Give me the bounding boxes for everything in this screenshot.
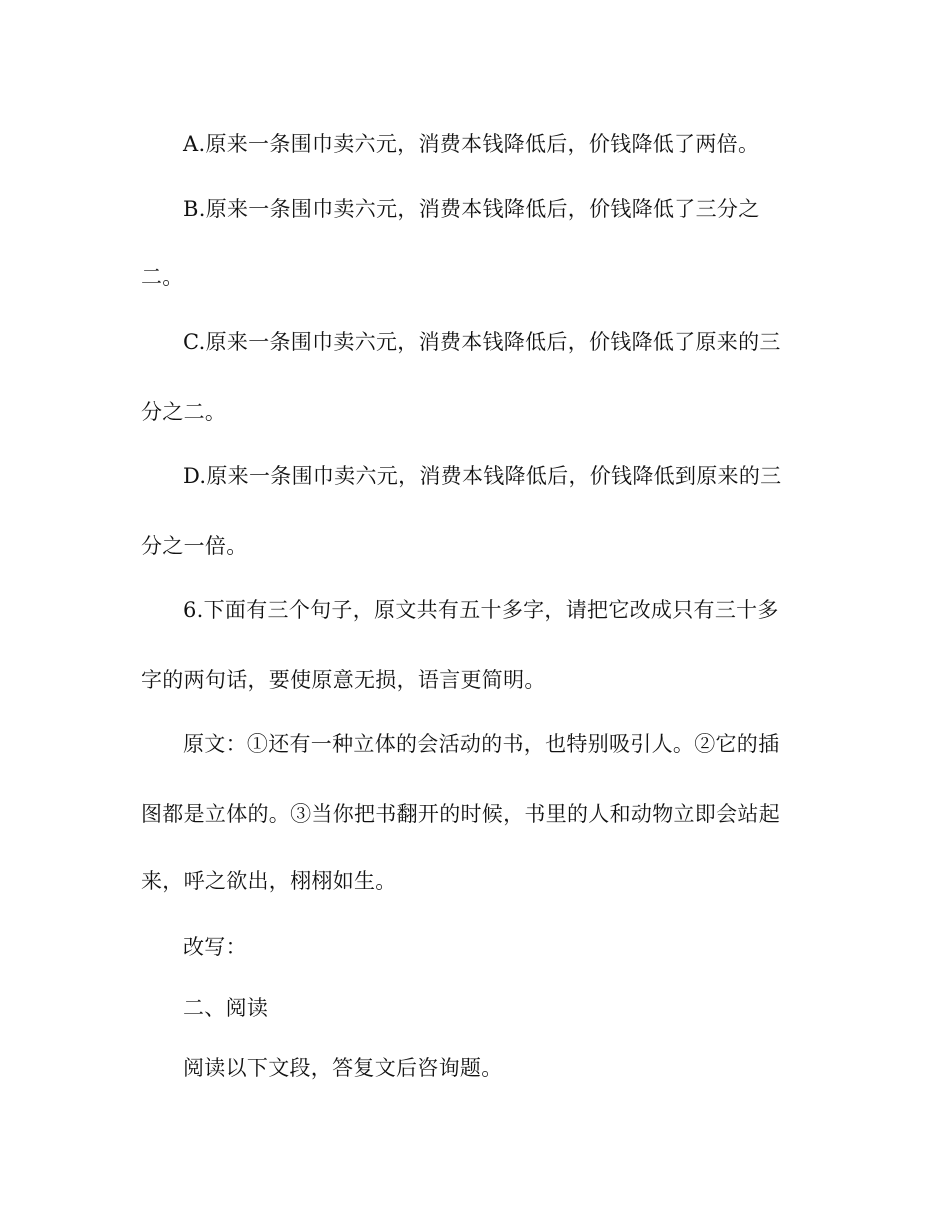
option-b-text: B.原来一条围巾卖六元，消费本钱降低后，价钱降低了三分之 xyxy=(183,197,760,221)
section-heading-reading: 二、阅读 xyxy=(183,996,269,1020)
option-d-text: D.原来一条围巾卖六元，消费本钱降低后，价钱降低到原来的三 xyxy=(183,464,782,488)
question-6-text-continued: 字的两句话，要使原意无损，语言更简明。 xyxy=(141,668,546,692)
option-c-text-continued: 分之二。 xyxy=(141,400,227,424)
question-6-text: 6.下面有三个句子，原文共有五十多字，请把它改成只有三十多 xyxy=(183,598,779,622)
option-a-text: A.原来一条围巾卖六元，消费本钱降低后，价钱降低了两倍。 xyxy=(183,132,760,156)
option-c-text: C.原来一条围巾卖六元，消费本钱降低后，价钱降低了原来的三 xyxy=(183,330,781,354)
option-d-text-continued: 分之一倍。 xyxy=(141,534,248,558)
original-text-paragraph: 原文：①还有一种立体的会活动的书，也特别吸引人。②它的插 xyxy=(183,732,780,756)
rewrite-label: 改写： xyxy=(183,935,247,959)
reading-instruction: 阅读以下文段，答复文后咨询题。 xyxy=(183,1056,503,1080)
option-b-text-continued: 二。 xyxy=(141,265,184,289)
original-text-line-2: 图都是立体的。③当你把书翻开的时候，书里的人和动物立即会站起 xyxy=(141,802,780,826)
original-text-line-3: 来，呼之欲出，栩栩如生。 xyxy=(141,869,397,893)
